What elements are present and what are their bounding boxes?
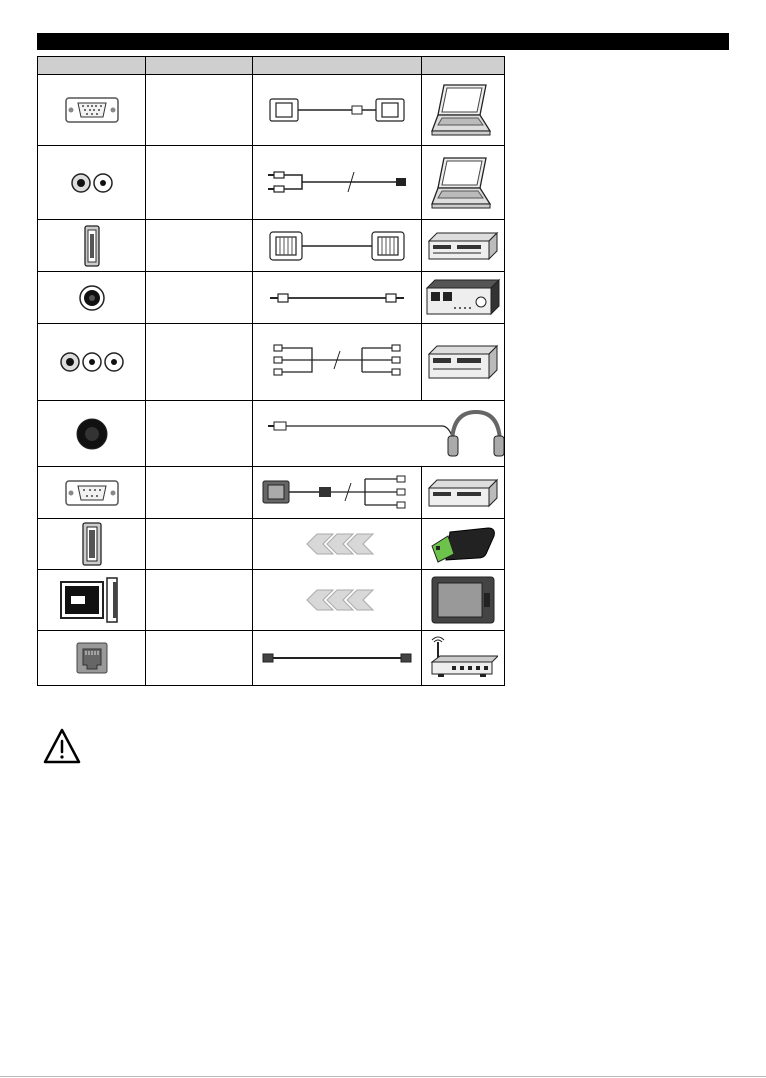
headphones-icon: [448, 412, 504, 456]
vga-to-rca-cable-icon: [253, 467, 422, 519]
coaxial-cable-icon: [253, 272, 422, 324]
table-row: [38, 401, 505, 467]
row-label: [146, 631, 253, 686]
table-row: [38, 75, 505, 146]
ci-slot-icon: [38, 570, 146, 631]
row-label: [146, 146, 253, 220]
table-row: [38, 631, 505, 686]
table-row: [38, 519, 505, 570]
connections-table: [37, 56, 505, 686]
cam-module-icon: [422, 570, 505, 631]
row-label: [146, 324, 253, 401]
table-row: [38, 272, 505, 324]
warning-icon: [42, 727, 82, 767]
page-bottom-rule: [0, 1076, 766, 1077]
header-connector: [38, 57, 146, 75]
table-row: [38, 467, 505, 519]
hdmi-port-icon: [38, 220, 146, 272]
vga-port-icon: [38, 467, 146, 519]
row-label: [146, 401, 253, 467]
hdmi-cable-icon: [253, 220, 422, 272]
usb-stick-icon: [422, 519, 505, 570]
row-label: [146, 272, 253, 324]
vga-cable-icon: [253, 75, 422, 146]
player-icon: [422, 324, 505, 401]
laptop-icon: [422, 146, 505, 220]
amplifier-icon: [422, 272, 505, 324]
table-row: [38, 220, 505, 272]
audio-cable-icon: [253, 146, 422, 220]
vga-port-icon: [38, 75, 146, 146]
ethernet-port-icon: [38, 631, 146, 686]
audio-rca-port-icon: [38, 146, 146, 220]
row-label: [146, 75, 253, 146]
insert-arrows-icon: [253, 570, 422, 631]
header-device: [422, 57, 505, 75]
header-cables: [253, 57, 422, 75]
table-row: [38, 324, 505, 401]
insert-arrows-icon: [253, 519, 422, 570]
player-icon: [422, 220, 505, 272]
table-row: [38, 146, 505, 220]
row-label: [146, 519, 253, 570]
row-label: [146, 467, 253, 519]
section-title-bar: [37, 33, 729, 50]
player-icon: [422, 467, 505, 519]
row-label: [146, 570, 253, 631]
table-header-row: [38, 57, 505, 75]
av-cable-icon: [253, 324, 422, 401]
lan-cable-icon: [253, 631, 422, 686]
headphone-cable-icon: [253, 401, 505, 467]
row-label: [146, 220, 253, 272]
table-row: [38, 570, 505, 631]
header-type: [146, 57, 253, 75]
av-in-port-icon: [38, 324, 146, 401]
spdif-port-icon: [38, 272, 146, 324]
router-icon: [422, 631, 505, 686]
laptop-icon: [422, 75, 505, 146]
headphone-port-icon: [38, 401, 146, 467]
usb-port-icon: [38, 519, 146, 570]
